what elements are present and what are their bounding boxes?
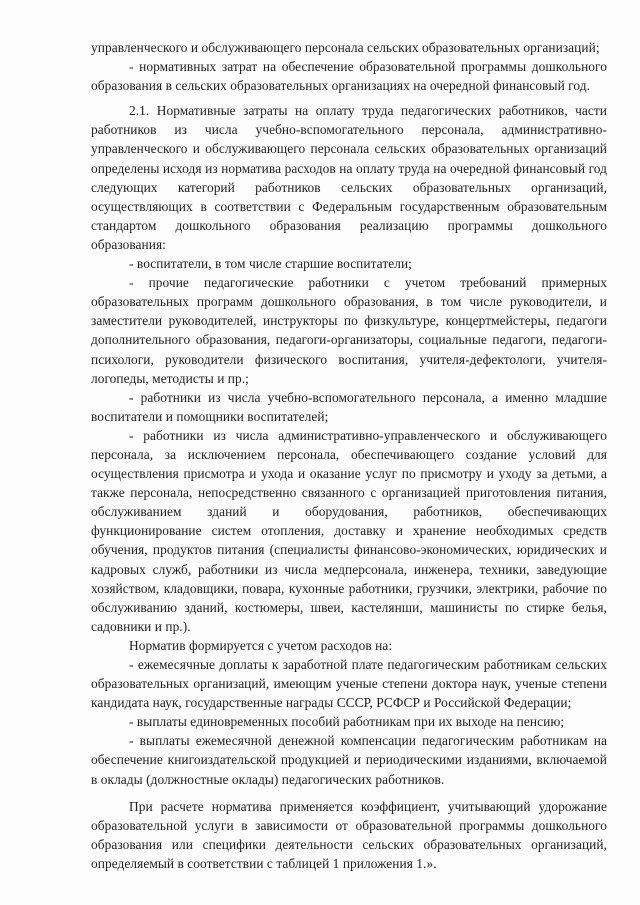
list-item-normative-costs: - нормативных затрат на обеспечение образовательной программы дошкольного образования в сельских образовательных организациях на очередной финансовый год. [91, 59, 607, 94]
paragraph-continuation: управленческого и обслуживающего персонала сельских образовательных организаций; [91, 40, 600, 55]
list-item-monthly-allowances: - ежемесячные доплаты к заработной плате педагогическим работникам сельских образовательных организаций, имеющим ученые степени доктора наук, ученые степени кандидата наук, государственные награды СССР, РСФСР и Российской Федерации; [91, 657, 607, 711]
section-2-1-paragraph: 2.1. Нормативные затраты на оплату труда педагогических работников, части работников из числа учебно-вспомогательного персонала, административно-управленческого и обслуживающего персонала сельских образовательных организаций определены исходя из норматива расходов на оплату труда на очередной финансовый год следующих категорий работников сельских образовательных организаций, осуществляющих в соответствии с Федеральным государственным образовательным стандартом дошкольного образования реализацию программы дошкольного образования: [91, 103, 607, 252]
coefficient-paragraph: При расчете норматива применяется коэффициент, учитывающий удорожание образовательной услуги в зависимости от образовательной программы дошкольного образования или специфики деятельности сельских образовательных организаций, определяемый в соответствии с таблицей 1 приложения 1.». [91, 798, 607, 871]
list-item-support-staff: - работники из числа учебно-вспомогательного персонала, а именно младшие воспитатели и помощники воспитателей; [91, 389, 607, 424]
list-item-educators: - воспитатели, в том числе старшие воспитатели; [129, 256, 412, 272]
list-item-admin-staff: - работники из числа административно-управленческого и обслуживающего персонала, за исключением персонала, обеспечивающего создание условий для осуществления присмотра и ухода и оказание услуг по присмотру и уходу за детьми, а также персонала, непосредственно связанного с организацией приготовления питания, обслуживанием зданий и оборудования, работников, обеспечивающих функционирование систем отопления, доставку и хранение необходимых средств обучения, продуктов питания (специалисты финансово-экономических, юридических и кадровых служб, работники из числа медперсонала, инженера, техники, заведующие хозяйством, кладовщики, повара, кухонные работники, грузчики, электрики, рабочие по обслуживанию зданий, костюмеры, швеи, кастелянши, машинисты по стирке белья, садовники и пр.). [91, 427, 607, 634]
list-item-one-time-benefits: - выплаты единовременных пособий работникам при их выходе на пенсию; [129, 714, 565, 730]
norm-expenses-intro: Норматив формируется с учетом расходов на: [129, 637, 393, 653]
list-item-other-pedagogical: - прочие педагогические работники с учетом требований примерных образовательных программ дошкольного образования, в том числе руководители, и заместители руководителей, инструкторы по физкультуре, концертмейстеры, педагоги дополнительного образования, педагоги-организаторы, социальные педагоги, педагоги-психологи, руководители физического воспитания, учителя-дефектологи, учителя-логопеды, методисты и пр.; [91, 275, 607, 386]
list-item-book-compensation: - выплаты ежемесячной денежной компенсации педагогическим работникам на обеспечение книгоиздательской продукцией и периодическими изданиями, включаемой в оклады (должностные оклады) педагогических работников. [91, 733, 607, 787]
document-body [91, 38, 607, 873]
